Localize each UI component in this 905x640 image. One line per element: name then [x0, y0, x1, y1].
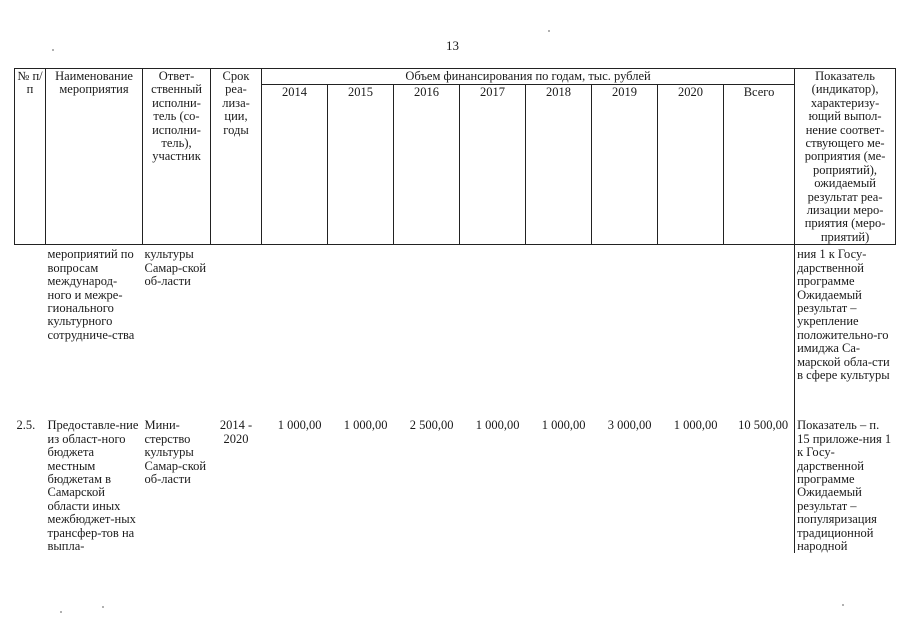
table-row-continuation [15, 245, 896, 407]
cell-value-2017: 1 000,00 [475, 418, 520, 433]
header-year-2017: 2017 [460, 85, 526, 245]
header-year-2020: 2020 [658, 85, 724, 245]
cell-value-2018: 1 000,00 [541, 418, 586, 433]
cell-total: 10 500,00 [738, 418, 789, 433]
cell-name: Предоставле-ние из област-ного бюджета местным бюджетам в Самарской области иных межбюджет-ных трансфер-тов на выпла- [47, 418, 139, 553]
header-year-2014: 2014 [262, 85, 328, 245]
cell-value-2015: 1 000,00 [343, 418, 388, 433]
header-total: Всего [724, 85, 795, 245]
cell-executor: культуры Самар-ской об-ласти [144, 247, 207, 289]
scan-speck [102, 606, 104, 608]
cell-term: 2014 - 2020 [219, 418, 253, 446]
header-num: № п/п [15, 69, 46, 245]
header-year-2018: 2018 [526, 85, 592, 245]
table-row-2-5 [15, 406, 896, 553]
header-financing: Объем финансирования по годам, тыс. рублей [262, 69, 795, 85]
header-name: Наименование мероприятия [46, 69, 143, 245]
header-year-2015: 2015 [328, 85, 394, 245]
cell-num: 2.5. [16, 418, 36, 433]
financing-table [14, 68, 896, 553]
cell-executor: Мини-стерство культуры Самар-ской об-ласти [144, 418, 207, 486]
scan-speck [842, 604, 844, 606]
cell-value-2016: 2 500,00 [409, 418, 454, 433]
header-year-2019: 2019 [592, 85, 658, 245]
cell-value-2020: 1 000,00 [673, 418, 718, 433]
cell-name: мероприятий по вопросам международ-ного и межре-гионального культурного сотрудниче-ства [47, 247, 135, 342]
cell-indicator: Показатель – п. 15 приложе-ния 1 к Госу-дарственной программе Ожидаемый результат – популяризация традиционной народной [795, 406, 896, 553]
cell-indicator: ния 1 к Госу-дарственной программе Ожидаемый результат – укрепление положительно-го имиджа Са-марской обла-сти в сфере культуры [795, 245, 896, 407]
header-term: Срок реа-лиза-ции, годы [211, 69, 262, 245]
cell-value-2019: 3 000,00 [607, 418, 652, 433]
header-year-2016: 2016 [394, 85, 460, 245]
header-indicator: Показатель (индикатор), характеризу-ющий выпол-нение соответ-ствующего ме-роприятия (ме-роприятий), ожидаемый результат реа-лизации меро-приятия (меро-приятий) [795, 69, 896, 245]
cell-value-2014: 1 000,00 [277, 418, 322, 433]
scan-speck [548, 30, 550, 32]
scan-speck [60, 611, 62, 613]
page-number: 13 [446, 38, 459, 53]
header-executor: Ответ-ственный исполни-тель (со-исполни-тель), участник [143, 69, 211, 245]
scan-speck [52, 49, 54, 51]
